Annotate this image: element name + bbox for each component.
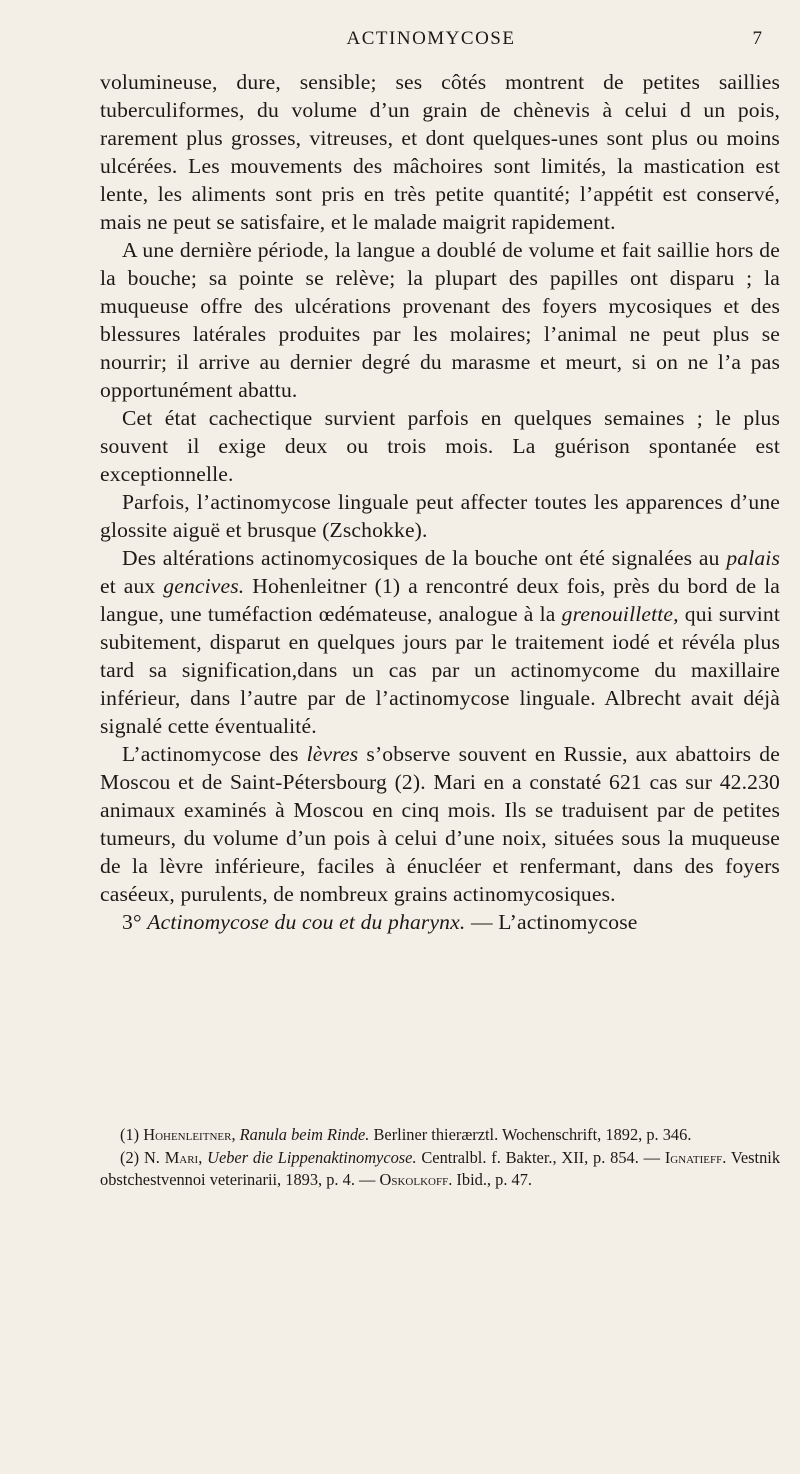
footnote-initial: N. xyxy=(143,1147,160,1167)
paragraph-text: Cet état cachectique survient parfois en quelques semaines ; le plus souvent il exige deux ou trois mois. La guérison spontanée est exceptionnelle. xyxy=(100,406,780,486)
footnote-2 xyxy=(100,1147,780,1192)
footnote-title: Ueber die Lippenaktinomycose. xyxy=(207,1147,417,1167)
paragraph-4 xyxy=(100,488,780,544)
footnote-text: Vestnik obstchestvennoi veterinarii, 1893, p. 4. — xyxy=(100,1147,781,1189)
paragraph-5 xyxy=(100,544,780,740)
paragraph-text: A une dernière période, la langue a doublé de volume et fait saillie hors de la bouche; sa pointe se relève; la plupart des papilles ont disparu ; la muqueuse offre des ulcérations provenant des foyers mycosiques et des blessures latérales produites par les molaires; l’animal ne peut plus se nourrir; il arrive au dernier degré du marasme et meurt, si on ne l’a pas opportunément abattu. xyxy=(100,238,780,402)
italic-term-levres: lèvres xyxy=(306,742,359,766)
paragraph-text: volumineuse, dure, sensible; ses côtés montrent de petites saillies tuberculiformes, du volume d’un grain de chènevis à celui d un pois, rarement plus grosses, vitreuses, et dont quelques-unes sont plus ou moins ulcérées. Les mouvements des mâchoires sont limités, la mastication est lente, les aliments sont pris en très petite quantité; l’appétit est conservé, mais ne peut se satisfaire, et le malade maigrit rapidement. xyxy=(100,70,780,234)
running-title: ACTINOMYCOSE xyxy=(346,28,516,49)
paragraph-text: Parfois, l’actinomycose linguale peut affecter toutes les apparences d’une glossite aiguë et brusque (Zschokke). xyxy=(100,490,780,542)
paragraph-text: et aux xyxy=(100,574,156,598)
italic-term-palais: palais xyxy=(726,546,781,570)
footnote-author: Hohenleitner, xyxy=(143,1125,236,1144)
italic-term-grenouillette: grenouillette, xyxy=(561,602,679,626)
page-number: 7 xyxy=(752,28,762,49)
footnote-author: Oskolkoff. xyxy=(379,1170,453,1189)
paragraph-text: s’observe souvent en Russie, aux abattoirs de Moscou et de Saint-Pétersbourg (2). Mari en a constaté 621 cas sur 42.230 animaux examinés à Moscou en cinq mois. Ils se traduisent par de petites tumeurs, du volume d’un pois à celui d’une noix, situées sous la muqueuse de la lèvre inférieure, faciles à énucléer et renfermant, dans des foyers caséeux, purulents, de nombreux grains actinomycosiques. xyxy=(100,742,780,906)
footnote-author: Ignatieff. xyxy=(664,1147,727,1167)
paragraph-text: Des altérations actinomycosiques de la bouche ont été signalées au xyxy=(122,546,720,570)
running-header xyxy=(100,28,762,54)
paragraph-text: L’actinomycose des xyxy=(122,742,299,766)
paragraph-text: — L’actinomycose xyxy=(470,910,638,934)
paragraph-3 xyxy=(100,404,780,488)
footnotes xyxy=(100,1124,780,1192)
paragraph-2 xyxy=(100,236,780,404)
paragraph-7 xyxy=(100,908,780,936)
footnote-text: Centralbl. f. Bakter., XII, p. 854. — xyxy=(421,1147,660,1167)
footnote-text: Ibid., p. 47. xyxy=(456,1170,532,1189)
footnote-marker: (1) xyxy=(120,1125,140,1144)
section-title: Actinomycose du cou et du pharynx. xyxy=(147,910,466,934)
footnote-text: Berliner thierærztl. Wochenschrift, 1892, p. 346. xyxy=(373,1125,692,1144)
footnote-marker: (2) xyxy=(120,1147,140,1167)
paragraph-text: Hohenleitner (1) a rencontré deux fois, près du bord de la langue, une tuméfaction œdémateuse, analogue à la xyxy=(100,574,780,626)
footnote-author: Mari, xyxy=(164,1147,203,1167)
footnote-1 xyxy=(100,1124,780,1147)
footnote-title: Ranula beim Rinde. xyxy=(239,1125,370,1144)
main-text xyxy=(100,68,780,936)
paragraph-text: qui survint subitement, disparut en quelques jours par le traitement iodé et révéla plus tard sa signification,dans un cas par un actinomycome du maxillaire inférieur, dans l’autre par de l’actinomycose linguale. Albrecht avait déjà signalé cette éventualité. xyxy=(100,602,780,738)
paragraph-6 xyxy=(100,740,780,908)
section-number: 3° xyxy=(122,910,142,934)
italic-term-gencives: gencives. xyxy=(163,574,245,598)
paragraph-1 xyxy=(100,68,780,236)
